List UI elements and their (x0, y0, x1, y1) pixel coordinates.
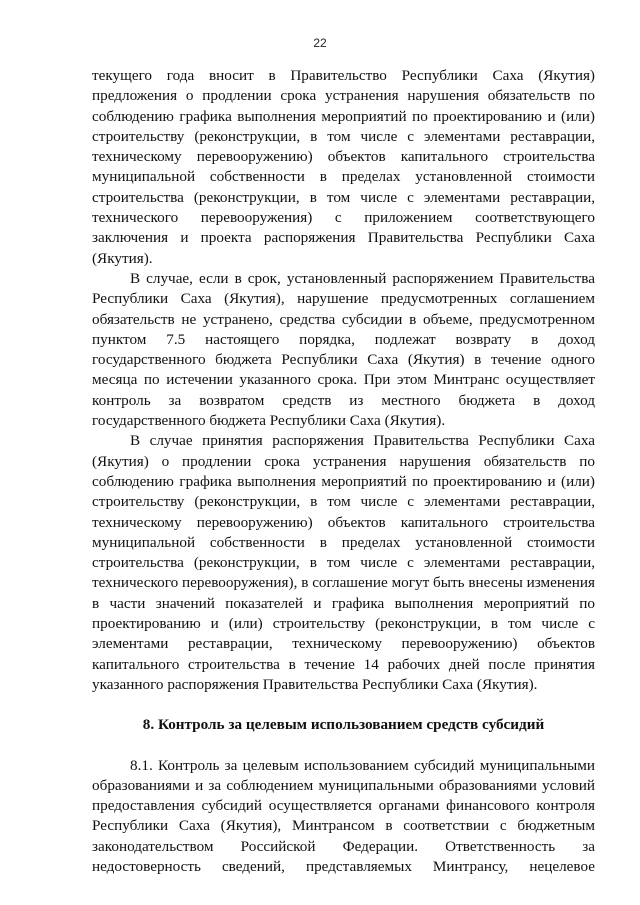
paragraph-continuation: текущего года вносит в Правительство Республики Саха (Якутия) предложения о продлении срока устранения нарушения обязательств по соблюдению графика выполнения мероприятий по проектированию и (или) строительству (реконструкции, в том числе с элементами реставрации, техническому перевооружению) объектов капитального строительства муниципальной собственности в пределах установленной стоимости строительства (реконструкции, в том числе с элементами реставрации, технического перевооружения) с приложением соответствующего заключения и проекта распоряжения Правительства Республики Саха (Якутия). (92, 67, 595, 267)
paragraph-extension-order: В случае принятия распоряжения Правительства Республики Саха (Якутия) о продлении срока устранения нарушения обязательств по соблюдению графика выполнения мероприятий по проектированию и (или) строительству (реконструкции, в том числе с элементами реставрации, техническому перевооружению) объектов капитального строительства муниципальной собственности в пределах установленной стоимости строительства (реконструкции, в том числе с элементами реставрации, технического перевооружения), в соглашение могут быть внесены изменения в части значений показателей и графика выполнения мероприятий по проектированию и (или) строительству (реконструкции, в том числе с элементами реставрации, техническому перевооружению) объектов капитального строительства в течение 14 рабочих дней после принятия указанного распоряжения Правительства Республики Саха (Якутия). (92, 432, 595, 693)
paragraph-subsidy-return: В случае, если в срок, установленный распоряжением Правительства Республики Саха (Якутия), нарушение предусмотренных соглашением обязательств не устранено, средства субсидии в объеме, предусмотренном пунктом 7.5 настоящего порядка, подлежат возврату в доход государственного бюджета Республики Саха (Якутия) в течение одного месяца по истечении указанного срока. При этом Минтранс осуществляет контроль за возвратом средств из местного бюджета в доход государственного бюджета Республики Саха (Якутия). (92, 269, 595, 430)
section-heading: 8. Контроль за целевым использованием средств субсидий (142, 716, 545, 734)
paragraph-control-8-1: 8.1. Контроль за целевым использованием субсидий муниципальными образованиями и за соблюдением муниципальными образованиями условий предоставления субсидий осуществляется органами финансового контроля Республики Саха (Якутия), Минтрансом в соответствии с бюджетным законодательством Российской Федерации. Ответственность за недостоверность сведений, представляемых Минтрансу, нецелевое (92, 756, 595, 875)
document-body (92, 66, 595, 877)
page-number: 22 (313, 36, 327, 50)
